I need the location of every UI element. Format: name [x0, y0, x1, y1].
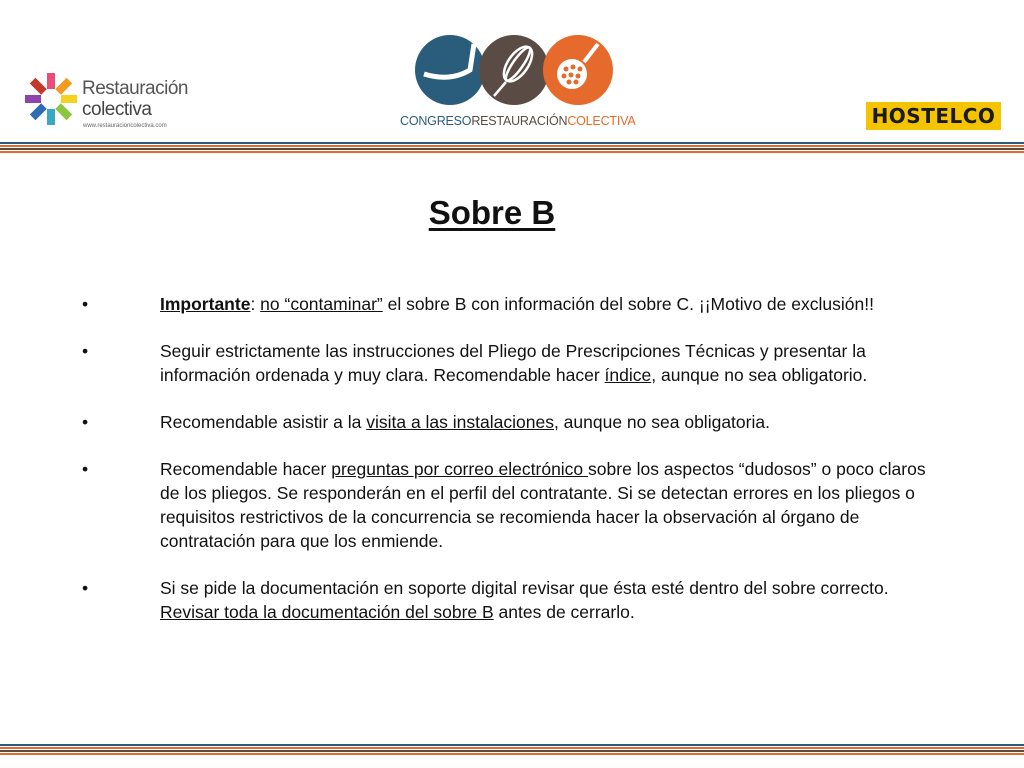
bullet3-text: Recomendable asistir a la [160, 412, 367, 432]
flower-logo-icon [20, 68, 82, 130]
bullet1-no-contaminar: no “contaminar” [260, 294, 383, 314]
bullet1-rest: el sobre B con información del sobre C. ¡¡Motivo de exclusión!! [382, 294, 874, 314]
bullet2-text: Seguir estrictamente las instrucciones del Pliego de Prescripciones Técnicas y presentar la información ordenada y muy clara. Recomendable hacer [160, 341, 866, 385]
bullet1-colon: : [250, 294, 261, 314]
bullet-marker: • [82, 459, 89, 479]
congreso-logo [396, 34, 636, 134]
congreso-text-part3: COLECTIVA [567, 114, 636, 128]
congreso-circles-icon [414, 34, 614, 106]
bullet4-preguntas: preguntas por correo electrónico [331, 459, 589, 479]
footer-divider-stripes [0, 744, 1024, 760]
hostelco-logo-text: HOSTELCO [871, 104, 996, 128]
bullet5-rest: antes de cerrarlo. [493, 602, 635, 622]
bullet-list [82, 292, 942, 647]
bullet-marker: • [82, 578, 89, 598]
congreso-text-part1: CONGRESO [400, 114, 472, 128]
bullet5-revisar: Revisar toda la documentación del sobre B [160, 602, 494, 622]
bullet2-rest: , aunque no sea obligatorio. [651, 365, 868, 385]
bullet1-importante: Importante [160, 294, 251, 314]
bullet-marker: • [82, 412, 89, 432]
bullet-item-2 [82, 339, 942, 387]
bullet3-visita: visita a las instalaciones [366, 412, 554, 432]
bullet3-rest: , aunque no sea obligatoria. [553, 412, 770, 432]
bullet-item-1 [82, 292, 942, 316]
hostelco-logo [866, 102, 1001, 130]
bullet-item-4 [82, 457, 942, 553]
bullet-marker: • [82, 294, 89, 314]
slide-title: Sobre B [428, 194, 556, 231]
bullet4-text: Recomendable hacer [160, 459, 332, 479]
congreso-text-part2: RESTAURACIÓN [471, 114, 568, 128]
congreso-logo-text [400, 114, 635, 128]
logo-left-line1: Restauración [82, 78, 188, 99]
bullet5-text: Si se pide la documentación en soporte digital revisar que ésta esté dentro del sobre correcto. [160, 578, 889, 598]
restauracion-colectiva-logo [20, 66, 188, 136]
bullet2-indice: índice [604, 365, 652, 385]
bullet4-rest: sobre los aspectos “dudosos” o poco claros de los pliegos. Se responderán en el perfil del contratante. Si se detectan errores en los pliegos o requisitos restrictivos de la concurrencia se recomienda hacer la observación al órgano de contratación para que los enmiende. [160, 459, 926, 551]
bullet-item-3 [82, 410, 942, 434]
bullet-item-5 [82, 576, 942, 624]
logo-left-url: www.restauracioncolectiva.com [83, 123, 167, 129]
bullet-marker: • [82, 341, 89, 361]
header-divider-stripes [0, 142, 1024, 158]
logo-left-line2: colectiva [82, 99, 152, 120]
